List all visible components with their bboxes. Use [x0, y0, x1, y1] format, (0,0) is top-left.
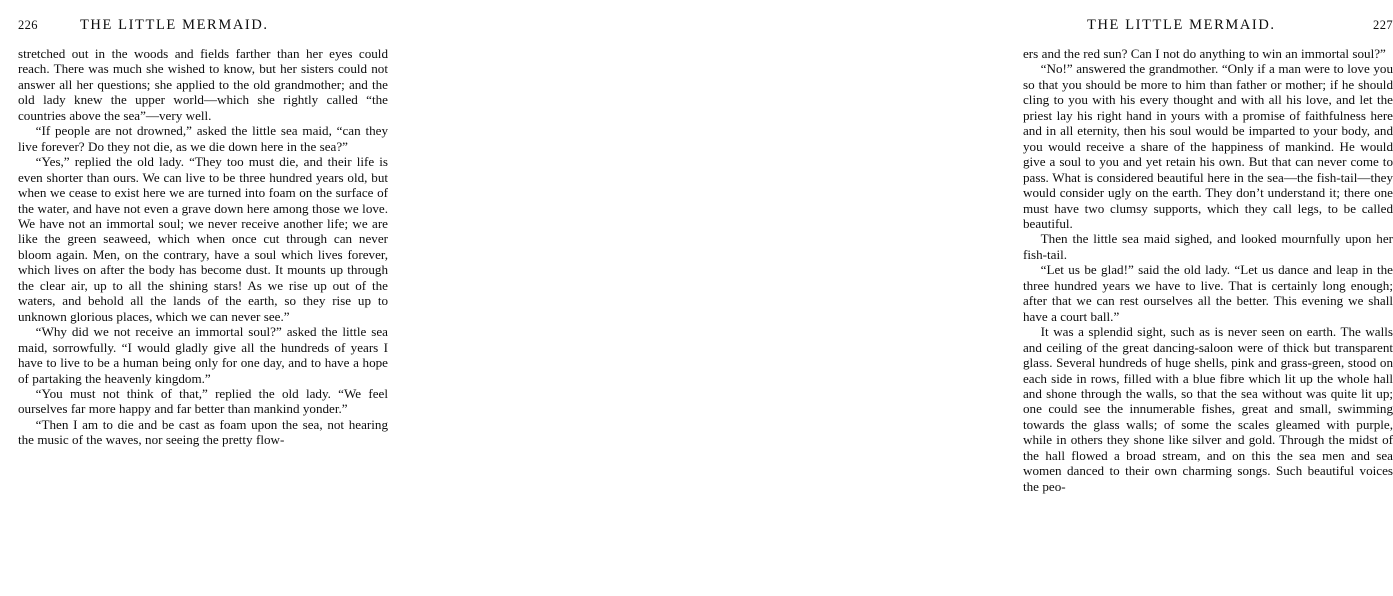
paragraph: “If people are not drowned,” asked the little sea maid, “can they live forever? Do they not die, as we die down here in the sea?”	[18, 123, 388, 154]
paragraph: “Then I am to die and be cast as foam upon the sea, not hearing the music of the waves, nor seeing the pretty flow-	[18, 416, 388, 448]
paragraph: Then the little sea maid sighed, and looked mournfully upon her fish-tail.	[1023, 231, 1393, 262]
paragraph: ers and the red sun? Can I not do anything to win an immortal soul?”	[1023, 46, 1386, 61]
text-column-left	[18, 46, 388, 448]
paragraph: “Let us be glad!” said the old lady. “Let us dance and leap in the three hundred years we have to live. That is certainly long enough; after that we can rest ourselves all the better. This evening we shall have a court ball.”	[1023, 262, 1393, 324]
paragraph: “No!” answered the grandmother. “Only if a man were to love you so that you should be more to him than father or mother; if he should cling to you with his every thought and with all his love, and let the priest lay his right hand in yours with a promise of faithfulness here and in all eternity, then his soul would be imparted to your body, and you would receive a share of the happiness of mankind. He would give a soul to you and yet retain his own. But that can never come to pass. What is considered beautiful here in the sea—the fish-tail—they would consider ugly on the earth. They don’t understand it; there one must have two clumsy supports, which they call legs, to be called beautiful.	[1023, 61, 1393, 231]
paragraph: “Yes,” replied the old lady. “They too must die, and their life is even shorter than ours. We can live to be three hundred years old, but when we cease to exist here we are turned into foam on the surface of the water, and have not even a grave down here among those we love. We have not an immortal soul; we never receive another life; we are like the green seaweed, which when once cut through can never bloom again. Men, on the contrary, have a soul which lives forever, which lives on after the body has become dust. It mounts up through the clear air, up to all the shining stars! As we rise up out of the waters, and behold all the lands of the earth, so they rise up to unknown glorious places, which we can never see.”	[18, 154, 388, 324]
page-number-left: 226	[18, 18, 38, 32]
paragraph: stretched out in the woods and fields farther than her eyes could reach. There was much she wished to know, but her sisters could not answer all her questions; she applied to the old grandmother; and the old lady knew the upper world—which she rightly called “the countries above the sea”—very well.	[18, 46, 388, 123]
paragraph: It was a splendid sight, such as is never seen on earth. The walls and ceiling of the great dancing-saloon were of thick but transparent glass. Several hundreds of huge shells, pink and grass-green, stood on each side in rows, filled with a blue fibre which lit up the whole hall and shone through the walls, so that the sea without was quite lit up; one could see the innumerable fishes, great and small, swimming towards the glass walls; of some the scales gleamed with purple, while in others they shone like silver and gold. Through the midst of the hall flowed a broad stream, and on this the sea men and sea women danced to their own charming songs. Such beautiful voices the peo-	[1023, 324, 1393, 494]
paragraph: “Why did we not receive an immortal soul?” asked the little sea maid, sorrowfully. “I would gladly give all the hundreds of years I have to live to be a human being only for one day, and to have a hope of partaking the heavenly kingdom.”	[18, 324, 388, 386]
running-head-title-right: THE LITTLE MERMAID.	[1087, 17, 1276, 33]
paragraph: “You must not think of that,” replied the old lady. “We feel ourselves far more happy and far better than mankind yonder.”	[18, 385, 388, 417]
running-head-right	[1023, 17, 1393, 35]
running-head-left	[18, 17, 388, 35]
page-left	[0, 0, 468, 596]
running-head-title-left: THE LITTLE MERMAID.	[79, 17, 269, 33]
page-number-right: 227	[1373, 18, 1393, 32]
page-right	[468, 0, 1393, 596]
text-column-right	[1023, 46, 1393, 494]
